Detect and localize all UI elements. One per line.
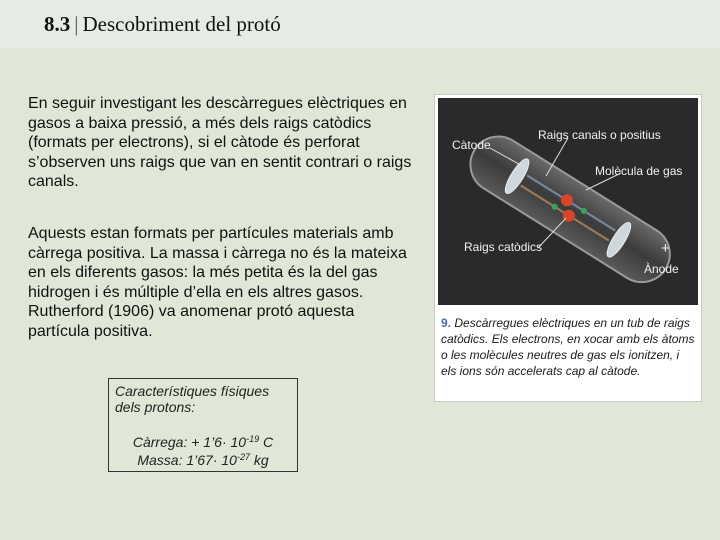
charge-label: Càrrega: bbox=[132, 434, 188, 450]
cathode-label: Càtode bbox=[452, 138, 491, 152]
charge-unit: C bbox=[263, 434, 274, 450]
slide-title bbox=[44, 12, 281, 37]
mass-value: 1’67· 10 bbox=[186, 452, 237, 468]
mass-label: Massa: bbox=[137, 452, 183, 468]
charge-line bbox=[109, 431, 297, 451]
mass-unit: kg bbox=[253, 452, 269, 468]
proton-properties-box bbox=[108, 378, 298, 472]
figure-caption bbox=[441, 315, 697, 379]
mass-line bbox=[109, 449, 297, 469]
caption-number: 9. bbox=[441, 316, 452, 330]
cathode-rays-label: Raigs catòdics bbox=[464, 240, 543, 254]
canal-rays-label: Raigs canals o positius bbox=[538, 128, 661, 142]
section-number: 8.3 bbox=[44, 12, 71, 36]
properties-heading: Característiques físiques dels protons: bbox=[115, 383, 270, 415]
title-separator: | bbox=[74, 12, 79, 36]
charge-exponent: -19 bbox=[246, 434, 260, 444]
charge-value: + 1’6· 10 bbox=[191, 434, 247, 450]
anode-label: Ànode bbox=[644, 262, 679, 276]
paragraph-proton: Aquests estan formats per partícules materials amb càrrega positiva. La massa i càrrega no és la mateixa en els diferents gasos: la més petita és la del gas hidrogen i és múltiple d’ella en els altres gasos. Rutherford (1906) va anomenar protó aquesta partícula positiva. bbox=[28, 225, 407, 340]
plus-sign-label: + bbox=[661, 240, 670, 257]
discharge-tube-figure bbox=[434, 94, 702, 402]
gas-molecule-label: Molècula de gas bbox=[595, 164, 683, 178]
mass-exponent: -27 bbox=[236, 452, 250, 462]
slide-header bbox=[0, 0, 720, 48]
title-text: Descobriment del protó bbox=[82, 12, 281, 36]
caption-text: Descàrregues elèctriques en un tub de raigs catòdics. Els electrons, en xocar amb els àtoms o les molècules neutres de gas els ionitzen, i els ions són accelerats cap al càtode. bbox=[441, 316, 695, 378]
paragraph-canal-rays: En seguir investigant les descàrregues elèctriques en gasos a baixa pressió, a més dels raigs catòdics (formats per electrons), si el càtode és perforat s’observen uns raigs que van en sentit contrari o raigs canals. bbox=[28, 95, 412, 190]
discharge-tube-illustration bbox=[438, 98, 698, 305]
